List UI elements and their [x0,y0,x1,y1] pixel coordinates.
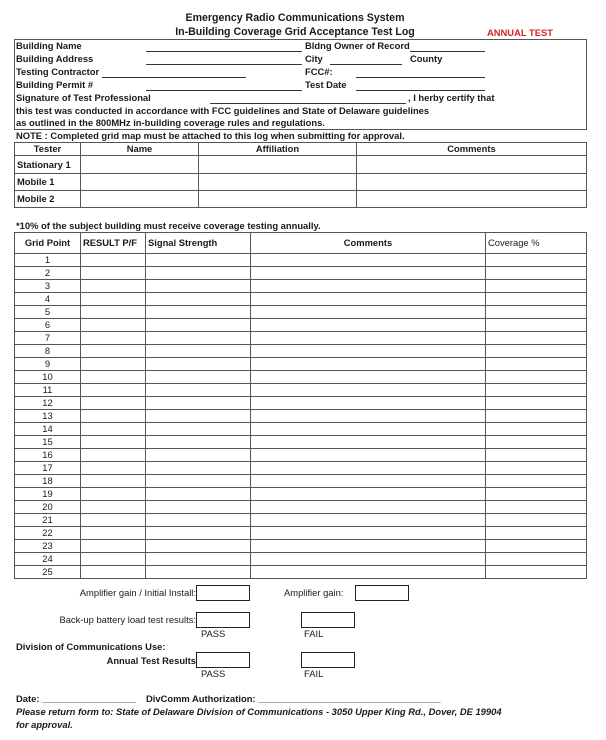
coverage-cell[interactable] [486,397,587,410]
grid-point-number: 17 [15,462,81,475]
grid-point-number: 25 [15,566,81,579]
grid-point-number: 19 [15,488,81,501]
certification-line-2: this test was conducted in accordance with FCC guidelines and State of Delaware guidelines [16,105,430,116]
grid-point-number: 14 [15,423,81,436]
certification-line-3: as outlined in the 800MHz in-building coverage rules and regulations. [16,117,325,128]
result-cell[interactable] [81,254,146,267]
tester-name-cell[interactable] [81,156,199,174]
form-title-line2: In-Building Coverage Grid Acceptance Test Log [175,26,415,38]
grid-row [15,332,587,345]
result-cell[interactable] [81,306,146,319]
certify-text: , I herby certify that [408,92,495,103]
grid-point-number: 13 [15,410,81,423]
testing-contractor-label: Testing Contractor [16,66,100,77]
grid-row [15,423,587,436]
result-cell[interactable] [81,358,146,371]
battery-pass-box[interactable] [196,612,250,628]
grid-point-number: 16 [15,449,81,462]
comments-cell[interactable] [251,436,486,449]
signal-strength-cell[interactable] [146,436,251,449]
tester-name-cell[interactable] [81,191,199,208]
grid-row [15,501,587,514]
result-cell[interactable] [81,501,146,514]
result-cell[interactable] [81,475,146,488]
tester-comments-cell[interactable] [357,156,587,174]
grid-point-number: 15 [15,436,81,449]
comments-header: Comments [357,143,587,156]
signal-strength-cell[interactable] [146,345,251,358]
coverage-cell[interactable] [486,501,587,514]
coverage-cell[interactable] [486,371,587,384]
annual-fail-box[interactable] [301,652,355,668]
grid-point-header: Grid Point [15,233,81,254]
grid-table [14,232,587,579]
signal-strength-cell[interactable] [146,384,251,397]
grid-point-number: 5 [15,306,81,319]
city-label: City [305,53,323,64]
building-address-label: Building Address [16,53,94,64]
coverage-cell[interactable] [486,345,587,358]
grid-point-number: 1 [15,254,81,267]
result-cell[interactable] [81,436,146,449]
result-cell[interactable] [81,345,146,358]
coverage-cell[interactable] [486,384,587,397]
comments-cell[interactable] [251,332,486,345]
test-date-label: Test Date [305,79,347,90]
signal-strength-cell[interactable] [146,319,251,332]
grid-point-number: 8 [15,345,81,358]
grid-row [15,514,587,527]
result-cell[interactable] [81,384,146,397]
signal-strength-cell[interactable] [146,449,251,462]
divcomm-use-label: Division of Communications Use: [16,641,166,652]
result-cell[interactable] [81,540,146,553]
comments-cell[interactable] [251,306,486,319]
building-name-label: Building Name [16,40,82,51]
grid-point-number: 24 [15,553,81,566]
signature-field[interactable] [210,103,406,104]
signal-strength-cell[interactable] [146,540,251,553]
tester-comments-cell[interactable] [357,174,587,191]
grid-row [15,384,587,397]
tester-header: Tester [15,143,81,156]
result-cell[interactable] [81,527,146,540]
result-cell[interactable] [81,397,146,410]
comments-cell[interactable] [251,449,486,462]
grid-point-number: 22 [15,527,81,540]
grid-row [15,358,587,371]
tester-affiliation-cell[interactable] [199,174,357,191]
building-permit-field[interactable] [146,90,302,91]
battery-fail-box[interactable] [301,612,355,628]
coverage-cell[interactable] [486,488,587,501]
result-cell[interactable] [81,488,146,501]
coverage-cell[interactable] [486,332,587,345]
building-address-field[interactable] [146,64,302,65]
amp-gain-input[interactable] [355,585,409,601]
city-field[interactable] [330,64,402,65]
signal-strength-cell[interactable] [146,267,251,280]
grid-row [15,319,587,332]
coverage-cell[interactable] [486,423,587,436]
result-cell[interactable] [81,267,146,280]
coverage-cell[interactable] [486,540,587,553]
grid-row [15,397,587,410]
test-date-field[interactable] [356,90,485,91]
comments-cell[interactable] [251,345,486,358]
tester-comments-cell[interactable] [357,191,587,208]
coverage-cell[interactable] [486,527,587,540]
battery-test-label: Back-up battery load test results: [59,614,196,625]
grid-row [15,293,587,306]
coverage-cell[interactable] [486,280,587,293]
result-cell[interactable] [81,449,146,462]
coverage-cell[interactable] [486,449,587,462]
affiliation-header: Affiliation [199,143,357,156]
return-instructions-cont: for approval. [16,719,73,730]
tester-row [15,156,587,174]
signal-strength-cell[interactable] [146,254,251,267]
tester-affiliation-cell[interactable] [199,156,357,174]
signal-strength-header: Signal Strength [146,233,251,254]
result-cell[interactable] [81,410,146,423]
signal-strength-cell[interactable] [146,475,251,488]
comments-cell[interactable] [251,501,486,514]
owner-label: Bldng Owner of Record [305,40,410,51]
name-header: Name [81,143,199,156]
return-instructions: Please return form to: State of Delaware Division of Communications - 3050 Upper King Rd., Dover, DE 19904 [16,706,502,717]
comments-cell[interactable] [251,514,486,527]
building-permit-label: Building Permit # [16,79,94,90]
grid-row [15,540,587,553]
date-field[interactable]: Date: __________________ [16,693,136,704]
result-cell[interactable] [81,319,146,332]
divcomm-authorization-field[interactable]: DivComm Authorization: ___________________________________ [146,693,441,704]
comments-header: Comments [251,233,486,254]
coverage-cell[interactable] [486,358,587,371]
tester-role: Mobile 1 [15,174,81,191]
signal-strength-cell[interactable] [146,306,251,319]
signal-strength-cell[interactable] [146,332,251,345]
comments-cell[interactable] [251,475,486,488]
grid-row [15,410,587,423]
result-cell[interactable] [81,293,146,306]
result-cell[interactable] [81,553,146,566]
grid-point-number: 12 [15,397,81,410]
result-cell[interactable] [81,566,146,579]
annual-results-label: Annual Test Results [106,655,196,666]
grid-row [15,345,587,358]
grid-point-number: 23 [15,540,81,553]
signal-strength-cell[interactable] [146,462,251,475]
grid-point-number: 7 [15,332,81,345]
grid-row [15,462,587,475]
comments-cell[interactable] [251,410,486,423]
result-cell[interactable] [81,514,146,527]
coverage-cell[interactable] [486,475,587,488]
amp-initial-label: Amplifier gain / Initial Install: [79,587,196,598]
fcc-field[interactable] [356,77,485,78]
battery-fail-label: FAIL [304,628,324,639]
tester-table [14,142,587,208]
signal-strength-cell[interactable] [146,527,251,540]
coverage-cell[interactable] [486,267,587,280]
fcc-label: FCC#: [305,66,333,77]
signal-strength-cell[interactable] [146,514,251,527]
comments-cell[interactable] [251,254,486,267]
grid-row [15,527,587,540]
tester-role: Mobile 2 [15,191,81,208]
coverage-cell[interactable] [486,566,587,579]
grid-row [15,566,587,579]
grid-row [15,306,587,319]
result-cell[interactable] [81,332,146,345]
result-header: RESULT P/F [81,233,146,254]
comments-cell[interactable] [251,358,486,371]
annual-fail-label: FAIL [304,668,324,679]
annual-pass-box[interactable] [196,652,250,668]
comments-cell[interactable] [251,280,486,293]
coverage-cell[interactable] [486,410,587,423]
grid-point-number: 9 [15,358,81,371]
tester-role: Stationary 1 [15,156,81,174]
signal-strength-cell[interactable] [146,371,251,384]
signal-strength-cell[interactable] [146,397,251,410]
comments-cell[interactable] [251,553,486,566]
signal-strength-cell[interactable] [146,553,251,566]
coverage-header: Coverage % [486,233,587,254]
battery-pass-label: PASS [201,628,226,639]
amp-gain-label: Amplifier gain: [284,587,344,598]
grid-point-number: 3 [15,280,81,293]
owner-field[interactable] [410,51,485,52]
coverage-cell[interactable] [486,436,587,449]
grid-point-number: 6 [15,319,81,332]
comments-cell[interactable] [251,423,486,436]
signal-strength-cell[interactable] [146,488,251,501]
grid-row [15,280,587,293]
grid-row [15,488,587,501]
form-title-line1: Emergency Radio Communications System [185,12,405,24]
coverage-cell[interactable] [486,462,587,475]
coverage-cell[interactable] [486,254,587,267]
grid-row [15,254,587,267]
grid-point-number: 2 [15,267,81,280]
signal-strength-cell[interactable] [146,566,251,579]
comments-cell[interactable] [251,293,486,306]
grid-map-note: NOTE : Completed grid map must be attached to this log when submitting for approval. [16,130,405,141]
grid-row [15,449,587,462]
grid-row [15,267,587,280]
comments-cell[interactable] [251,384,486,397]
grid-point-number: 21 [15,514,81,527]
testing-contractor-field[interactable] [102,77,246,78]
comments-cell[interactable] [251,397,486,410]
signal-strength-cell[interactable] [146,293,251,306]
result-cell[interactable] [81,423,146,436]
signal-strength-cell[interactable] [146,423,251,436]
grid-point-number: 4 [15,293,81,306]
coverage-cell[interactable] [486,319,587,332]
comments-cell[interactable] [251,566,486,579]
grid-point-number: 18 [15,475,81,488]
annual-pass-label: PASS [201,668,226,679]
coverage-cell[interactable] [486,553,587,566]
signal-strength-cell[interactable] [146,280,251,293]
result-cell[interactable] [81,371,146,384]
tester-name-cell[interactable] [81,174,199,191]
tester-row [15,191,587,208]
grid-row [15,371,587,384]
grid-row [15,553,587,566]
result-cell[interactable] [81,280,146,293]
comments-cell[interactable] [251,540,486,553]
coverage-requirement-note: *10% of the subject building must receive coverage testing annually. [16,220,321,231]
comments-cell[interactable] [251,371,486,384]
signal-strength-cell[interactable] [146,358,251,371]
signal-strength-cell[interactable] [146,410,251,423]
tester-affiliation-cell[interactable] [199,191,357,208]
county-label: County [410,53,443,64]
comments-cell[interactable] [251,462,486,475]
tester-row [15,174,587,191]
comments-cell[interactable] [251,319,486,332]
grid-row [15,475,587,488]
comments-cell[interactable] [251,267,486,280]
building-name-field[interactable] [146,51,302,52]
comments-cell[interactable] [251,527,486,540]
amp-initial-input[interactable] [196,585,250,601]
grid-point-number: 10 [15,371,81,384]
grid-row [15,436,587,449]
grid-point-number: 11 [15,384,81,397]
coverage-cell[interactable] [486,306,587,319]
coverage-cell[interactable] [486,514,587,527]
signature-label: Signature of Test Professional [16,92,151,103]
signal-strength-cell[interactable] [146,501,251,514]
grid-point-number: 20 [15,501,81,514]
coverage-cell[interactable] [486,293,587,306]
comments-cell[interactable] [251,488,486,501]
result-cell[interactable] [81,462,146,475]
annual-test-badge: ANNUAL TEST [487,27,553,38]
